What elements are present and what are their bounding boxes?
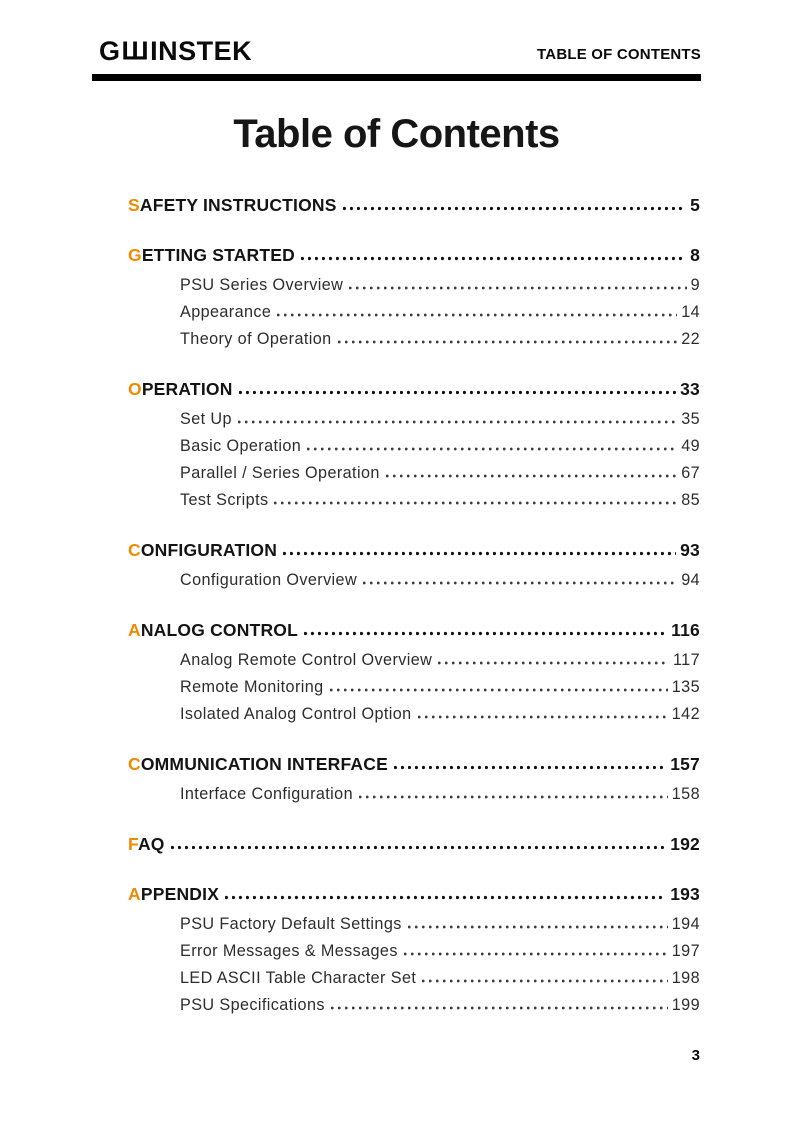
dot-leader (301, 248, 686, 261)
toc-sub-entry[interactable] (128, 460, 700, 487)
toc-section-entry[interactable] (128, 881, 700, 908)
toc-group (128, 192, 700, 219)
toc-entry-label: PSU Series Overview (180, 276, 344, 294)
toc-entry-page: 22 (681, 330, 700, 348)
toc-entry-label: Theory of Operation (180, 330, 332, 348)
toc-section-entry[interactable] (128, 751, 700, 778)
header-top (92, 38, 701, 65)
toc-section-entry[interactable] (128, 242, 700, 269)
toc-entry-initial: G (128, 245, 142, 265)
toc-entry-label: Remote Monitoring (180, 678, 324, 696)
toc-sub-entry[interactable] (128, 647, 700, 674)
logo-text: INSTEK (150, 36, 253, 66)
toc-entry-page: 199 (671, 996, 700, 1014)
toc-entry-label: CONFIGURATION (128, 540, 278, 560)
toc-entry-initial: F (128, 834, 138, 854)
toc-entry-label: Set Up (180, 410, 232, 428)
dot-leader (386, 465, 677, 478)
toc-entry-page: 67 (681, 464, 700, 482)
gwinstek-logo (92, 38, 252, 65)
toc-entry-label: GETTING STARTED (128, 245, 295, 265)
toc-entry-page: 14 (681, 303, 700, 321)
toc-entry-label: PSU Factory Default Settings (180, 915, 402, 933)
dot-leader (307, 438, 677, 451)
toc-sub-entry[interactable] (128, 487, 700, 514)
dot-leader (277, 304, 677, 317)
toc-entry-page: 193 (670, 884, 700, 904)
dot-leader (283, 543, 676, 556)
toc-entry-label: Interface Configuration (180, 785, 353, 803)
toc-group (128, 242, 700, 353)
toc-entry-page: 197 (671, 942, 700, 960)
dot-leader (408, 916, 668, 929)
toc-entry-page: 192 (670, 834, 700, 854)
toc-entry-label: APPENDIX (128, 884, 220, 904)
toc-group (128, 537, 700, 594)
dot-leader (225, 887, 666, 900)
dot-leader (304, 623, 667, 636)
toc-section-entry[interactable] (128, 192, 700, 219)
toc-sub-entry[interactable] (128, 433, 700, 460)
toc-entry-page: 85 (681, 491, 700, 509)
toc-entry-page: 33 (680, 379, 700, 399)
dot-leader (422, 970, 668, 983)
dot-leader (438, 652, 669, 665)
toc-entry-label: Configuration Overview (180, 571, 358, 589)
toc-entry-label: PSU Specifications (180, 996, 325, 1014)
toc-section-entry[interactable] (128, 376, 700, 403)
toc-group (128, 751, 700, 808)
toc-sub-entry[interactable] (128, 781, 700, 808)
toc-entry-initial: O (128, 379, 142, 399)
toc-entry-initial: S (128, 195, 140, 215)
toc-entry-label: ANALOG CONTROL (128, 620, 299, 640)
toc-entry-page: 194 (671, 915, 700, 933)
dot-leader (331, 997, 668, 1010)
toc-entry-label: OPERATION (128, 379, 233, 399)
dot-leader (338, 331, 678, 344)
toc-entry-label: COMMUNICATION INTERFACE (128, 754, 388, 774)
toc-entry-label: FAQ (128, 834, 165, 854)
toc-sub-entry[interactable] (128, 911, 700, 938)
toc-list (128, 192, 700, 1019)
dot-leader (330, 679, 668, 692)
toc-entry-page: 157 (670, 754, 700, 774)
toc-entry-initial: A (128, 884, 141, 904)
toc-entry-page: 198 (671, 969, 700, 987)
toc-sub-entry[interactable] (128, 567, 700, 594)
toc-entry-label: Basic Operation (180, 437, 302, 455)
toc-entry-page: 5 (690, 195, 700, 215)
toc-entry-label: Test Scripts (180, 491, 269, 509)
toc-sub-entry[interactable] (128, 272, 700, 299)
toc-group (128, 881, 700, 1019)
toc-entry-label: SAFETY INSTRUCTIONS (128, 195, 337, 215)
dot-leader (363, 572, 677, 585)
dot-leader (349, 277, 686, 290)
dot-leader (171, 837, 667, 850)
toc-section-entry[interactable] (128, 831, 700, 858)
logo-letter-g: G (99, 36, 121, 66)
toc-entry-label: Analog Remote Control Overview (180, 651, 433, 669)
toc-sub-entry[interactable] (128, 992, 700, 1019)
toc-entry-initial: C (128, 540, 141, 560)
page-header (92, 38, 701, 81)
page-title: Table of Contents (233, 112, 560, 156)
toc-section-entry[interactable] (128, 537, 700, 564)
dot-leader (274, 492, 677, 505)
header-section-label: TABLE OF CONTENTS (537, 46, 701, 63)
dot-leader (343, 198, 686, 211)
toc-sub-entry[interactable] (128, 299, 700, 326)
toc-group (128, 831, 700, 858)
toc-entry-page: 117 (672, 651, 700, 669)
footer-page-number: 3 (691, 1047, 700, 1064)
toc-sub-entry[interactable] (128, 674, 700, 701)
toc-entry-label: LED ASCII Table Character Set (180, 969, 417, 987)
toc-entry-page: 142 (671, 705, 700, 723)
toc-entry-page: 8 (690, 245, 700, 265)
header-rule (92, 74, 701, 81)
toc-entry-label: Parallel / Series Operation (180, 464, 380, 482)
dot-leader (404, 943, 668, 956)
logo-w-glyph: Ш (121, 36, 150, 66)
toc-sub-entry[interactable] (128, 326, 700, 353)
toc-sub-entry[interactable] (128, 406, 700, 433)
toc-sub-entry[interactable] (128, 965, 700, 992)
toc-entry-initial: C (128, 754, 141, 774)
toc-group (128, 376, 700, 514)
toc-entry-label: Isolated Analog Control Option (180, 705, 412, 723)
toc-section-entry[interactable] (128, 617, 700, 644)
dot-leader (239, 382, 677, 395)
toc-entry-page: 116 (671, 620, 700, 640)
toc-entry-page: 35 (681, 410, 700, 428)
toc-group (128, 617, 700, 728)
toc-entry-page: 93 (680, 540, 700, 560)
toc-entry-label: Error Messages & Messages (180, 942, 398, 960)
toc-entry-page: 158 (671, 785, 700, 803)
toc-entry-page: 9 (690, 276, 700, 294)
toc-sub-entry[interactable] (128, 938, 700, 965)
toc-entry-initial: A (128, 620, 141, 640)
toc-entry-page: 94 (681, 571, 700, 589)
toc-sub-entry[interactable] (128, 701, 700, 728)
dot-leader (359, 786, 668, 799)
dot-leader (238, 411, 677, 424)
toc-entry-page: 135 (671, 678, 700, 696)
dot-leader (394, 757, 666, 770)
toc-entry-page: 49 (681, 437, 700, 455)
toc-entry-label: Appearance (180, 303, 272, 321)
dot-leader (418, 706, 668, 719)
